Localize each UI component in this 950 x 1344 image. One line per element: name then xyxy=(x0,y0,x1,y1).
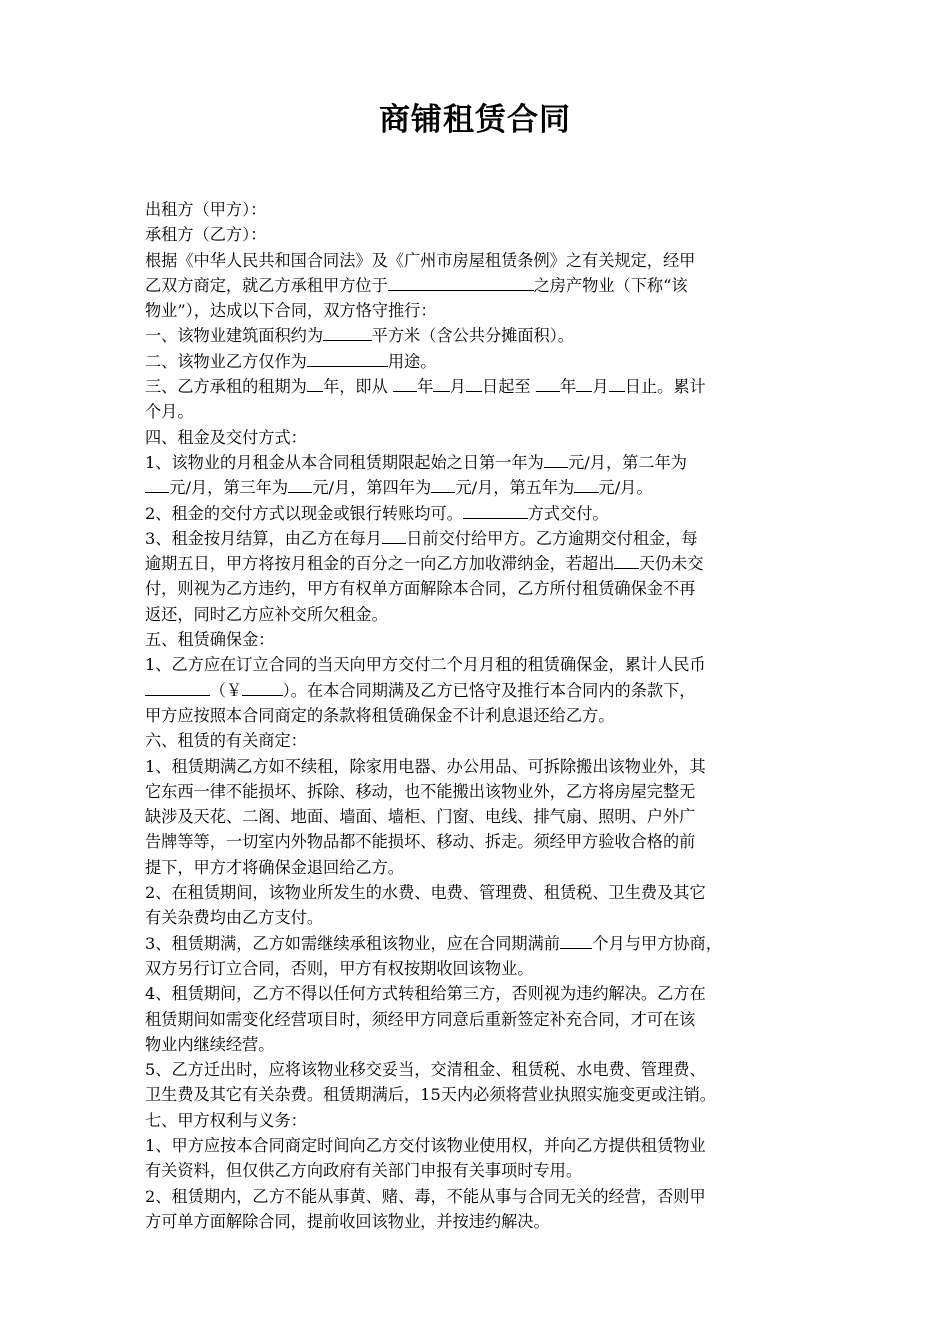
blank-field xyxy=(323,323,372,341)
line-text: 二、该物业乙方仅作为 xyxy=(145,351,307,371)
line-text: 付，则视为乙方违约，甲方有权单方面解除本合同，乙方所付租赁确保金不再 xyxy=(145,579,696,599)
line-text: 出租方（甲方）： xyxy=(145,200,267,219)
line-text: 1、租赁期满乙方如不续租，除家用电器、办公用品、可拆除搬出该物业外，其 xyxy=(145,756,706,776)
contract-line xyxy=(145,728,809,753)
blank-field xyxy=(388,273,534,291)
line-text: 个月。 xyxy=(145,402,194,422)
line-text: 根据《中华人民共和国合同法》及《广州市房屋租赁条例》之有关规定，经甲 xyxy=(145,250,696,270)
line-text: 提下，甲方才将确保金退回给乙方。 xyxy=(145,857,404,877)
contract-line xyxy=(145,931,809,956)
blank-field xyxy=(307,374,323,392)
blank-field xyxy=(574,475,598,493)
blank-field xyxy=(145,678,210,696)
contract-line xyxy=(145,1158,809,1183)
contract-line xyxy=(145,551,809,576)
line-text: 返还，同时乙方应补交所欠租金。 xyxy=(145,604,388,624)
line-text: 5、乙方迁出时，应将该物业移交妥当，交清租金、租赁税、水电费、管理费、 xyxy=(145,1060,706,1080)
line-text: 物业内继续经营。 xyxy=(145,1034,275,1054)
blank-field xyxy=(536,374,560,392)
contract-line xyxy=(145,1209,809,1234)
contract-line xyxy=(145,450,809,475)
line-text: 缺涉及天花、二阁、地面、墙面、墙柜、门窗、电线、排气扇、照明、户外广 xyxy=(145,807,696,827)
line-text: 天仍未交 xyxy=(638,554,704,574)
line-text: 有关资料，但仅供乙方向政府有关部门申报有关事项时专用。 xyxy=(145,1161,583,1181)
line-text: 3、租金按月结算，由乙方在每月 xyxy=(145,528,382,548)
contract-line xyxy=(145,829,809,854)
line-text: 它东西一律不能损坏、拆除、移动，也不能搬出该物业外，乙方将房屋完整无 xyxy=(145,781,696,801)
blank-field xyxy=(614,551,638,569)
line-text: 五、租赁确保金： xyxy=(145,630,275,650)
line-text: 元/月，第三年为 xyxy=(169,478,289,498)
line-text: 个月与甲方协商， xyxy=(592,933,722,953)
contract-line xyxy=(145,855,809,880)
contract-line xyxy=(145,1133,809,1158)
blank-field xyxy=(609,374,625,392)
contract-line xyxy=(145,678,809,703)
contract-line xyxy=(145,1007,809,1032)
line-text: （￥ xyxy=(209,680,243,700)
blank-field xyxy=(242,678,283,696)
line-text: 元/月，第二年为 xyxy=(568,452,687,472)
line-text: 方可单方面解除合同，提前收回该物业，并按违约解决。 xyxy=(145,1211,550,1231)
contract-line xyxy=(145,956,809,981)
contract-line xyxy=(145,880,809,905)
line-text: 之房产物业（下称“该 xyxy=(533,275,688,295)
line-text: 年 xyxy=(417,377,434,397)
line-text: 方式交付。 xyxy=(527,503,609,523)
contract-line xyxy=(145,627,809,652)
contract-line xyxy=(145,298,809,323)
line-text: 年，即从 xyxy=(323,377,393,397)
contract-line xyxy=(145,754,809,779)
contract-line xyxy=(145,1057,809,1082)
line-text: 元/月，第四年为 xyxy=(312,478,432,498)
line-text: 用途。 xyxy=(387,351,437,371)
line-text: 双方另行订立合同，否则，甲方有权按期收回该物业。 xyxy=(145,958,534,978)
line-text: 年 xyxy=(560,377,577,397)
line-text: 有关杂费均由乙方支付。 xyxy=(145,908,324,928)
contract-line xyxy=(145,475,809,500)
blank-field xyxy=(544,450,568,468)
line-text: 1、乙方应在订立合同的当天向甲方交付二个月月租的租赁确保金，累计人民币 xyxy=(145,655,706,675)
contract-line xyxy=(145,526,809,551)
blank-field xyxy=(463,501,528,519)
contract-line xyxy=(145,323,809,348)
contract-line xyxy=(145,905,809,930)
line-text: 告牌等等，一切室内外物品都不能损坏、移动、拆走。须经甲方验收合格的前 xyxy=(145,832,696,852)
blank-field xyxy=(145,475,169,493)
line-text: 七、甲方权利与义务： xyxy=(145,1110,307,1130)
blank-field xyxy=(576,374,592,392)
line-text: 1、甲方应按本合同商定时间向乙方交付该物业使用权，并向乙方提供租赁物业 xyxy=(145,1135,706,1155)
contract-line xyxy=(145,273,809,298)
blank-field xyxy=(382,526,406,544)
contract-line xyxy=(145,374,809,399)
contract-line xyxy=(145,349,809,374)
contract-line xyxy=(145,425,809,450)
line-text: 月 xyxy=(449,377,466,397)
contract-line xyxy=(145,1032,809,1057)
line-text: 甲方应按照本合同商定的条款将租赁确保金不计利息退还给乙方。 xyxy=(145,705,615,725)
document-title: 商铺租赁合同 xyxy=(379,102,571,138)
contract-body xyxy=(145,197,809,1234)
line-text: 物业”），达成以下合同，双方恪守推行： xyxy=(145,301,437,321)
line-text: 日前交付给甲方。乙方逾期交付租金，每 xyxy=(406,528,698,548)
blank-field xyxy=(466,374,482,392)
blank-field xyxy=(307,349,388,367)
blank-field xyxy=(288,475,312,493)
blank-field xyxy=(560,931,592,949)
contract-line xyxy=(145,399,809,424)
line-text: 四、租金及交付方式： xyxy=(145,427,307,447)
blank-field xyxy=(393,374,417,392)
line-text: 一、该物业建筑面积约为 xyxy=(145,326,324,346)
line-text: 乙双方商定，就乙方承租甲方位于 xyxy=(145,275,388,295)
blank-field xyxy=(431,475,455,493)
blank-field xyxy=(433,374,449,392)
line-text: 六、租赁的有关商定： xyxy=(145,731,307,751)
contract-line xyxy=(145,1082,809,1107)
line-text: 月 xyxy=(592,377,609,397)
contract-line xyxy=(145,981,809,1006)
line-text: 元/月，第五年为 xyxy=(455,478,575,498)
line-text: 逾期五日，甲方将按月租金的百分之一向乙方加收滞纳金，若超出 xyxy=(145,554,615,574)
contract-line xyxy=(145,1184,809,1209)
line-text: 租赁期间如需变化经营项目时，须经甲方同意后重新签定补充合同，才可在该 xyxy=(145,1009,696,1029)
contract-line xyxy=(145,576,809,601)
line-text: 4、租赁期间，乙方不得以任何方式转租给第三方，否则视为违约解决。乙方在 xyxy=(145,984,706,1004)
contract-line xyxy=(145,1108,809,1133)
line-text: 卫生费及其它有关杂费。租赁期满后，15天内必须将营业执照实施变更或注销。 xyxy=(145,1085,716,1105)
contract-line xyxy=(145,248,809,273)
contract-line xyxy=(145,602,809,627)
contract-line xyxy=(145,703,809,728)
line-text: 2、租金的交付方式以现金或银行转账均可。 xyxy=(145,503,463,523)
line-text: 1、该物业的月租金从本合同租赁期限起始之日第一年为 xyxy=(145,452,544,472)
contract-line xyxy=(145,652,809,677)
line-text: ）。在本合同期满及乙方已恪守及推行本合同内的条款下， xyxy=(282,680,696,700)
contract-line xyxy=(145,222,809,247)
line-text: 3、租赁期满，乙方如需继续承租该物业，应在合同期满前 xyxy=(145,933,560,953)
contract-line xyxy=(145,501,809,526)
line-text: 2、租赁期内，乙方不能从事黄、赌、毒，不能从事与合同无关的经营，否则甲 xyxy=(145,1186,706,1206)
line-text: 2、在租赁期间，该物业所发生的水费、电费、管理费、租赁税、卫生费及其它 xyxy=(145,883,706,903)
line-text: 三、乙方承租的租期为 xyxy=(145,377,307,397)
contract-line xyxy=(145,804,809,829)
line-text: 元/月。 xyxy=(598,478,653,498)
line-text: 日起至 xyxy=(482,377,536,397)
line-text: 日止。累计 xyxy=(624,377,706,397)
line-text: 承租方（乙方）： xyxy=(145,225,267,245)
line-text: 平方米（含公共分摊面积）。 xyxy=(371,326,574,346)
contract-line xyxy=(145,779,809,804)
contract-line xyxy=(145,197,809,222)
